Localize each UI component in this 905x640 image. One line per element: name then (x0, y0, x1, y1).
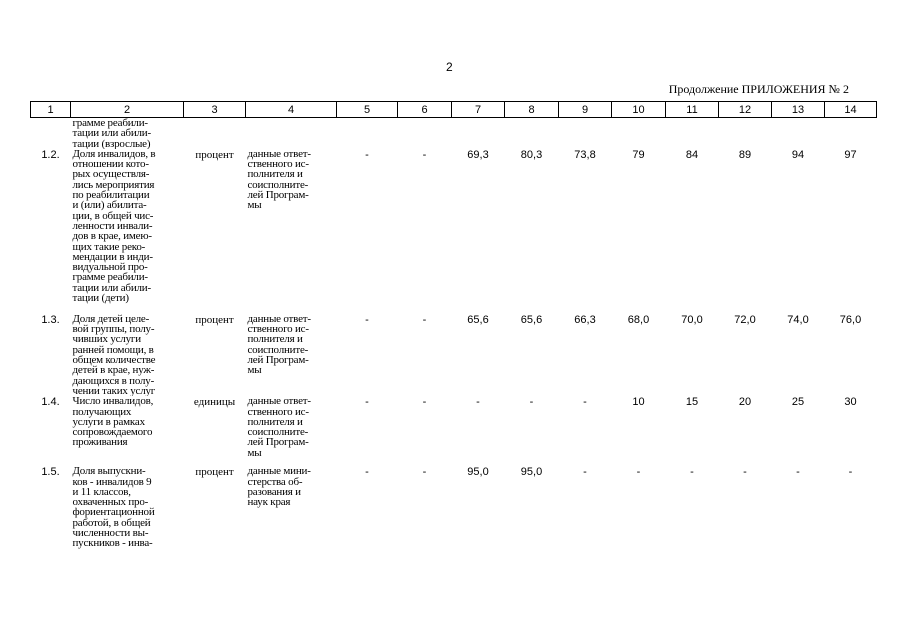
value-cell: - (422, 148, 427, 161)
value-cell: - (422, 396, 427, 409)
source-cell: данные ответ- ственного ис- полнителя и соисполните- лей Програм- мы (247, 148, 311, 212)
value-cell: - (365, 466, 369, 479)
column-header: 3 (184, 102, 246, 118)
source-cell: данные мини- стерства об- разования и наук края (247, 466, 311, 509)
row-number: 1.2. (41, 148, 60, 161)
value-cell: - (743, 466, 747, 479)
value-cell: 72,0 (734, 313, 756, 326)
value-cell: - (529, 396, 534, 409)
value-cell: 95,0 (520, 466, 543, 479)
value-cell: 84 (685, 148, 699, 161)
value-cell: - (365, 396, 369, 409)
table-row (31, 466, 877, 548)
column-header: 11 (666, 102, 719, 118)
continuation-text: грамме реабили- тации или абили- тации (взрослые) (72, 117, 151, 149)
value-cell: - (636, 466, 641, 479)
column-header: 7 (452, 102, 505, 118)
column-header: 12 (719, 102, 772, 118)
value-cell: - (690, 466, 694, 479)
indicator-name: Число инвалидов, получающих услуги в рамках сопровождаемого проживания (72, 396, 154, 449)
source-cell: данные ответ- ственного ис- полнителя и соисполните- лей Програм- мы (247, 313, 311, 377)
value-cell: 69,3 (467, 148, 489, 161)
row-number: 1.5. (41, 466, 60, 479)
indicator-name: Доля инвалидов, в отношении кото- рых осуществля- лись мероприятия по реабилитации и (или) абилита- ции, в общей чис- ленности инвали- дов в крае, имею- щих такие реко- мендации в инди- видуальной про- грамме реабили- тации или абили- тации (дети) (72, 148, 156, 305)
value-cell: - (583, 396, 587, 409)
source-cell: данные ответ- ственного ис- полнителя и соисполните- лей Програм- мы (247, 396, 311, 459)
value-cell: 20 (738, 396, 752, 409)
header-row (31, 102, 877, 118)
value-cell: 70,0 (681, 313, 703, 326)
value-cell: 10 (632, 396, 645, 409)
value-cell: 76,0 (839, 313, 862, 326)
value-cell: 65,6 (520, 313, 543, 326)
column-header: 6 (398, 102, 452, 118)
page-number: 2 (446, 60, 453, 74)
row-number: 1.4. (41, 396, 60, 409)
value-cell: - (848, 466, 853, 479)
column-header: 14 (825, 102, 877, 118)
unit-cell: процент (195, 466, 234, 479)
unit-cell: единицы (193, 396, 236, 409)
column-header: 8 (505, 102, 559, 118)
column-header: 9 (559, 102, 612, 118)
column-header: 4 (246, 102, 337, 118)
value-cell: - (422, 466, 427, 479)
indicators-table (30, 101, 877, 549)
column-header: 5 (337, 102, 398, 118)
value-cell: 73,8 (574, 148, 596, 161)
value-cell: - (796, 466, 800, 479)
value-cell: 89 (738, 148, 752, 161)
continuation-row (31, 118, 877, 149)
value-cell: 80,3 (520, 148, 543, 161)
column-header: 13 (772, 102, 825, 118)
value-cell: - (476, 396, 480, 409)
value-cell: 66,3 (574, 313, 596, 326)
value-cell: - (583, 466, 587, 479)
value-cell: 95,0 (467, 466, 489, 479)
value-cell: 30 (844, 396, 857, 409)
value-cell: 15 (685, 396, 699, 409)
value-cell: 68,0 (627, 313, 650, 326)
table-row (31, 149, 877, 314)
unit-cell: процент (195, 148, 234, 161)
table-row (31, 314, 877, 396)
appendix-title: Продолжение ПРИЛОЖЕНИЯ № 2 (668, 82, 849, 96)
value-cell: 65,6 (467, 313, 489, 326)
value-cell: 25 (791, 396, 805, 409)
column-header: 10 (612, 102, 666, 118)
unit-cell: процент (195, 313, 234, 326)
column-header: 2 (71, 102, 184, 118)
indicator-name: Доля детей целе- вой группы, полу- чивших услуги ранней помощи, в общем количестве детей в крае, нуж- дающихся в полу- чении таких услуг (72, 313, 156, 397)
value-cell: 74,0 (787, 313, 809, 326)
value-cell: 79 (632, 148, 645, 161)
column-header: 1 (31, 102, 71, 118)
row-number: 1.3. (41, 313, 60, 326)
value-cell: 97 (844, 148, 857, 161)
indicator-name: Доля выпускни- ков - инвалидов 9 и 11 классов, охваченных про- фориентационной работой, в общей численности вы- пускников - инва- (72, 466, 155, 549)
value-cell: - (365, 148, 369, 161)
value-cell: 94 (791, 148, 805, 161)
value-cell: - (422, 313, 427, 326)
value-cell: - (365, 313, 369, 326)
table-row (31, 396, 877, 466)
